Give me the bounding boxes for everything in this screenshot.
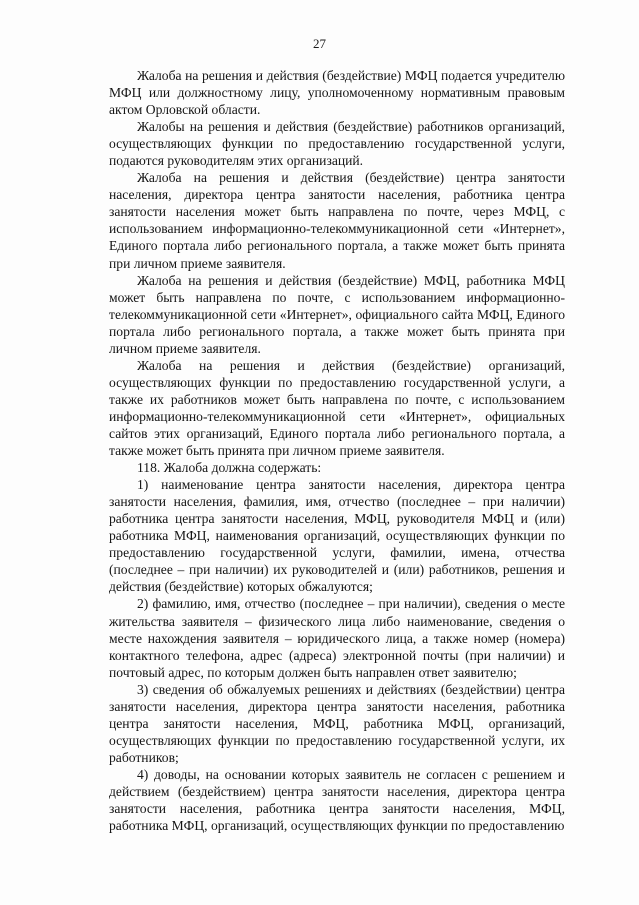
paragraph-organizations-complaint-channels: Жалоба на решения и действия (бездействие) организаций, осуществляющих функции по предоставлению государственной услуги, а также их работников может быть направлена по почте, с использованием информационно-телекоммуникационной сети «Интернет», официальных сайтов этих организаций, Единого портала либо регионального портала, а также может быть принята при личном приеме заявителя.: [109, 357, 565, 459]
paragraph-mfc-complaint-founder: Жалоба на решения и действия (бездействие) МФЦ подается учредителю МФЦ или должностному лицу, уполномоченному нормативным правовым актом Орловской области.: [109, 68, 565, 118]
list-item-4: 4) доводы, на основании которых заявитель не согласен с решением и действием (бездействием) центра занятости населения, директора центра занятости населения, работника центра занятости населения, МФЦ, работника МФЦ, организаций, осуществляющих функции по предоставлению: [109, 766, 565, 834]
body-text: [109, 67, 565, 834]
paragraph-mfc-complaint-channels: Жалоба на решения и действия (бездействие) МФЦ, работника МФЦ может быть направлена по почте, с использованием информационно-телекоммуникационной сети «Интернет», официального сайта МФЦ, Единого портала либо регионального портала, а также может быть принята при личном приеме заявителя.: [109, 272, 565, 356]
list-item-3: 3) сведения об обжалуемых решениях и действиях (бездействии) центра занятости населения, директора центра занятости населения, работника центра занятости населения, МФЦ, работника МФЦ, организаций, осуществляющих функции по предоставлению государственной услуги, их работников;: [109, 681, 565, 765]
paragraph-organizations-complaints: Жалобы на решения и действия (бездействие) работников организаций, осуществляющих функции по предоставлению государственной услуги, подаются руководителям этих организаций.: [109, 119, 565, 169]
list-item-2: 2) фамилию, имя, отчество (последнее – при наличии), сведения о месте жительства заявителя – физического лица либо наименование, сведения о месте нахождения заявителя – юридического лица, а также номер (номера) контактного телефона, адрес (адреса) электронной почты (при наличии) и почтовый адрес, по которым должен быть направлен ответ заявителю;: [109, 596, 565, 680]
paragraph-employment-center-complaint: Жалоба на решения и действия (бездействие) центра занятости населения, директора центра занятости населения, работника центра занятости населения может быть направлена по почте, через МФЦ, с использованием информационно-телекоммуникационной сети «Интернет», Единого портала либо регионального портала, а также может быть принята при личном приеме заявителя.: [109, 170, 565, 271]
page-number: 27: [313, 36, 326, 51]
list-item-1: 1) наименование центра занятости населения, директора центра занятости населения, фамилия, имя, отчество (последнее – при наличии) работника центра занятости населения, МФЦ, руководителя МФЦ и (или) работника МФЦ, наименования организаций, осуществляющих функции по предоставлению государственной услуги, фамилии, имена, отчества (последнее – при наличии) их руководителей и (или) работников, решения и действия (бездействие) которых обжалуются;: [109, 477, 565, 595]
paragraph-118-heading: 118. Жалоба должна содержать:: [137, 460, 322, 476]
